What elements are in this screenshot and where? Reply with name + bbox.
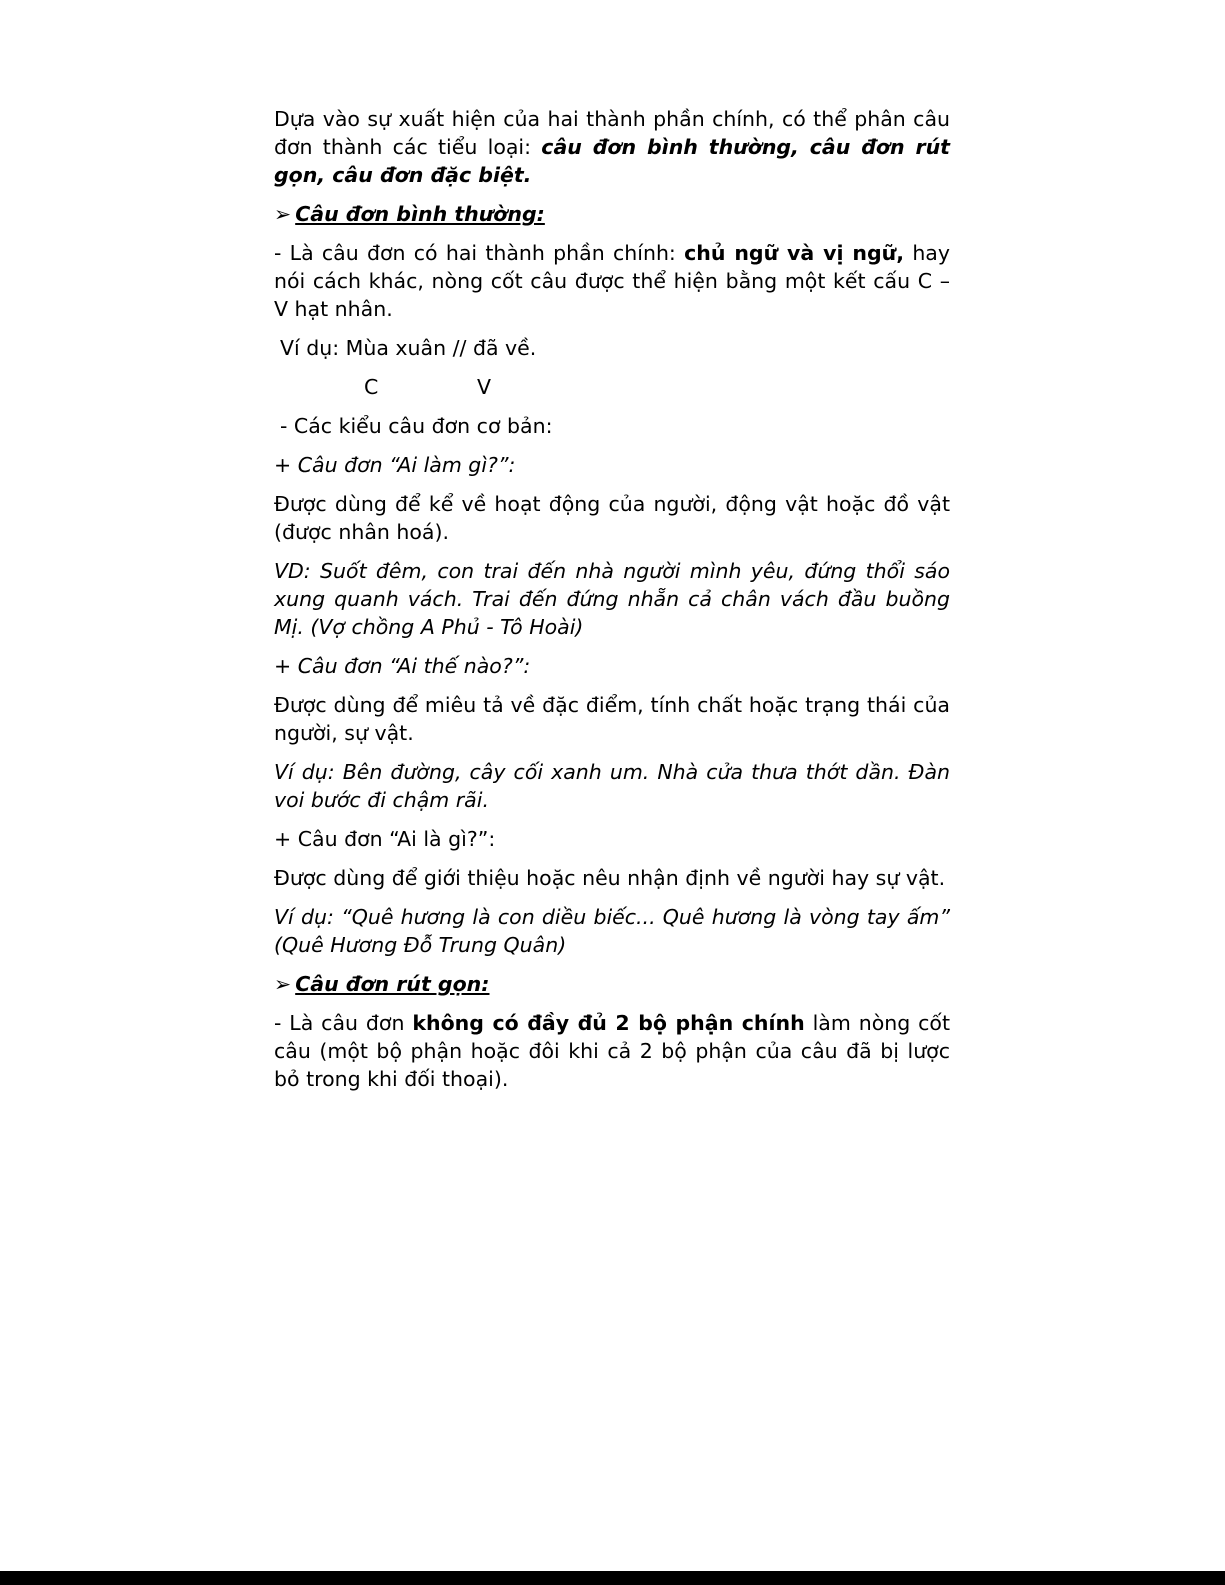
definition-bold: chủ ngữ và vị ngữ, (684, 241, 905, 265)
arrow-bullet-icon: ➢ (274, 972, 292, 996)
definition-text: - Là câu đơn có hai thành phần chính: (274, 241, 685, 265)
document-page (274, 105, 950, 1104)
definition-text-end: làm nòng cốt câu (một bộ phận hoặc đôi khi cả 2 bộ phận của câu đã bị lược bỏ trong khi đối thoại). (274, 1011, 950, 1091)
definition-paragraph (274, 239, 950, 323)
type2-description: Được dùng để miêu tả về đặc điểm, tính chất hoặc trạng thái của người, sự vật. (274, 693, 950, 745)
intro-emphasis: câu đơn bình thường, câu đơn rút gọn, câu đơn đặc biệt. (274, 135, 950, 187)
cv-labels (274, 373, 950, 401)
reduced-definition-paragraph (274, 1009, 950, 1093)
type1-description: Được dùng để kể về hoạt động của người, động vật hoặc đồ vật (được nhân hoá). (274, 492, 950, 544)
page-bottom-border (0, 1571, 1225, 1585)
type2-title: + Câu đơn “Ai thế nào?”: (274, 654, 531, 678)
types-intro: - Các kiểu câu đơn cơ bản: (280, 414, 553, 438)
type3-title: + Câu đơn “Ai là gì?”: (274, 827, 496, 851)
label-c: C (364, 375, 379, 399)
definition-bold: không có đầy đủ 2 bộ phận chính (412, 1011, 805, 1035)
intro-text: Dựa vào sự xuất hiện của hai thành phần chính, có thể phân câu đơn thành các tiểu loại: (274, 107, 950, 159)
type3-example: Ví dụ: “Quê hương là con diều biếc... Quê hương là vòng tay ấm” (Quê Hương Đỗ Trung Quân) (274, 905, 950, 957)
label-v: V (477, 375, 492, 399)
heading-title: Câu đơn bình thường: (295, 202, 545, 226)
section-heading-reduced (274, 970, 950, 998)
definition-text-end: hay nói cách khác, nòng cốt câu được thể hiện bằng một kết cấu C – V hạt nhân. (274, 241, 951, 321)
type1-example: VD: Suốt đêm, con trai đến nhà người mình yêu, đứng thổi sáo xung quanh vách. Trai đến đứng nhẵn cả chân vách đầu buồng Mị. (Vợ chồng A Phủ - Tô Hoài) (274, 559, 950, 639)
type3-description: Được dùng để giới thiệu hoặc nêu nhận định về người hay sự vật. (274, 866, 946, 890)
section-heading-normal (274, 200, 950, 228)
definition-text: - Là câu đơn (274, 1011, 413, 1035)
type1-title: + Câu đơn “Ai làm gì?”: (274, 453, 516, 477)
arrow-bullet-icon: ➢ (274, 202, 292, 226)
type2-example: Ví dụ: Bên đường, cây cối xanh um. Nhà cửa thưa thớt dần. Đàn voi bước đi chậm rãi. (274, 760, 950, 812)
intro-paragraph (274, 105, 950, 189)
heading-title: Câu đơn rút gọn: (295, 972, 490, 996)
example-paragraph: Ví dụ: Mùa xuân // đã về. (280, 336, 537, 360)
